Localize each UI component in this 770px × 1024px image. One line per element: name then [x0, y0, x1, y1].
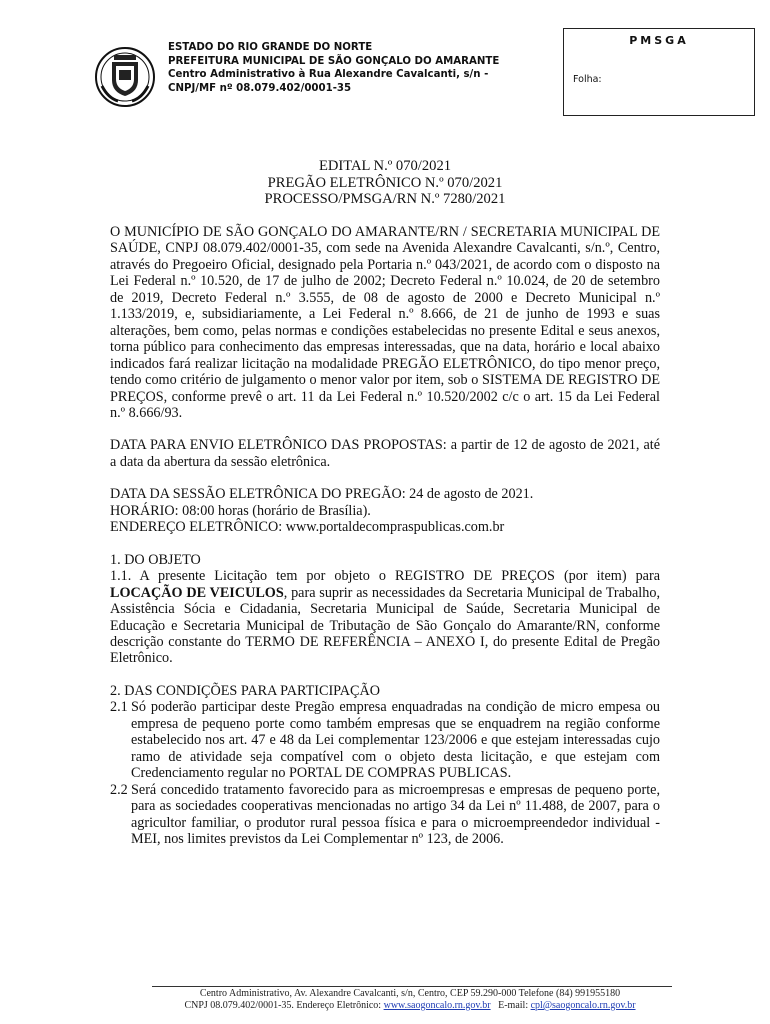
objeto-text-before: 1.1. A presente Licitação tem por objeto o REGISTRO DE PREÇOS (por item) para	[110, 568, 660, 585]
condicao-text: Só poderão participar deste Pregão empresa enquadradas na condição de micro empesa ou empresa de pequeno porte como também empresas que se enquadrem na região conforme estabelecido nos art. 47 e 48 da Lei complementar 123/2006 e que estejam interessadas cujo ramo de atividade seja compatível com o objeto desta licitação, e que estejam com Credenciamento regular no PORTAL DE COMPRAS PUBLICAS.	[131, 699, 660, 782]
processo-title: PROCESSO/PMSGA/RN N.º 7280/2021	[264, 191, 506, 207]
header-cnpj: CNPJ/MF nº 08.079.402/0001-35	[168, 82, 352, 94]
header-prefeitura: PREFEITURA MUNICIPAL DE SÃO GONÇALO DO AMARANTE	[168, 55, 500, 67]
header-state: ESTADO DO RIO GRANDE DO NORTE	[168, 42, 373, 53]
letterhead-text	[168, 41, 499, 95]
header-address: Centro Administrativo à Rua Alexandre Cavalcanti, s/n -	[168, 69, 489, 80]
pregao-title: PREGÃO ELETRÔNICO N.º 070/2021	[267, 174, 503, 191]
document-body	[110, 224, 660, 847]
footer-site-link[interactable]: www.saogoncalo.rn.gov.br	[383, 1000, 491, 1011]
edital-title: EDITAL N.º 070/2021	[318, 158, 452, 174]
objeto-text-after: , para suprir as necessidades da Secretaria Municipal de Trabalho, Assistência Sócia e Cidadania, Secretaria Municipal de Saúde, Secretaria Municipal de Educação e Secretaria Municipal de Tributação de São Gonçalo do Amarante/RN, conforme descrição constante do TERMO DE REFERÊNCIA – ANEXO I, do presente Edital de Pregão Eletrônico.	[110, 584, 660, 667]
condicao-number: 2.2	[110, 781, 128, 798]
condicao-item	[110, 699, 660, 781]
document-titles	[110, 158, 660, 208]
condicao-text: Será concedido tratamento favorecido para as microempresas e empresas de pequeno porte, para as sociedades cooperativas mencionadas no artigo 34 da Lei nº 11.488, de 2007, para o agricultor familiar, o produtor rural pessoa física e para o microempreendedor individual - MEI, nos limites previstos da Lei Complementar nº 123, de 2006.	[131, 781, 660, 847]
protocol-stamp-box	[563, 28, 755, 116]
condicao-number: 2.1	[110, 699, 128, 716]
sessao-endereco: ENDEREÇO ELETRÔNICO: www.portaldecompraspublicas.com.br	[110, 519, 505, 536]
intro-paragraph: O MUNICÍPIO DE SÃO GONÇALO DO AMARANTE/RN / SECRETARIA MUNICIPAL DE SAÚDE, CNPJ 08.079.402/0001-35, com sede na Avenida Alexandre Cavalcanti, s/n.º, Centro, através do Pregoeiro Oficial, designado pela Portaria n.º 043/2021, de acordo com o disposto na Lei Federal n.º 10.520, de 17 de julho de 2002; Decreto Federal n.º 10.024, de 20 de setembro de 2019, Decreto Federal n.º 3.555, de 08 de agosto de 2000 e Decreto Municipal n.º 1.133/2019, e, subsidiariamente, a Lei Federal n.º 8.666, de 21 de junho de 1993 e suas alterações, bem como, pelas normas e condições estabelecidas no presente Edital e seus anexos, torna público para conhecimento das empresas interessadas, que na data, horário e local abaixo indicados fará realizar licitação na modalidade PREGÃO ELETRÔNICO, do tipo menor preço, tendo como critério de julgamento o menor valor por item, sob o SISTEMA DE REGISTRO DE PREÇOS, conforme prevê o art. 11 da Lei Federal n.º 10.520/2002 c/c o art. 15 da Lei Federal n.º 8.666/93.	[110, 224, 660, 421]
sessao-horario: HORÁRIO: 08:00 horas (horário de Brasília).	[110, 502, 371, 519]
condicao-item	[110, 782, 660, 848]
condicoes-heading: 2. DAS CONDIÇÕES PARA PARTICIPAÇÃO	[110, 682, 380, 699]
footer-address: Centro Administrativo, Av. Alexandre Cavalcanti, s/n, Centro, CEP 59.290-000 Telefone (84) 991955180	[199, 988, 621, 999]
footer-email-link[interactable]: cpl@saogoncalo.rn.gov.br	[530, 1000, 636, 1011]
footer-cnpj: CNPJ 08.079.402/0001-35. Endereço Eletrônico:	[184, 1000, 384, 1011]
stamp-title: PMSGA	[629, 34, 689, 47]
objeto-paragraph	[110, 568, 660, 667]
sessao-data: DATA DA SESSÃO ELETRÔNICA DO PREGÃO: 24 de agosto de 2021.	[110, 486, 534, 503]
objeto-heading: 1. DO OBJETO	[110, 551, 201, 568]
envio-paragraph: DATA PARA ENVIO ELETRÔNICO DAS PROPOSTAS: a partir de 12 de agosto de 2021, até a data da abertura da sessão eletrônica.	[110, 437, 660, 470]
footer-contact	[140, 1000, 680, 1012]
page-footer	[140, 988, 680, 1012]
footer-divider	[152, 986, 672, 987]
municipal-seal-icon	[94, 46, 156, 108]
stamp-folha-label: Folha:	[573, 74, 602, 85]
objeto-text-bold: LOCAÇÃO DE VEICULOS	[110, 584, 284, 601]
footer-email-label: E-mail:	[490, 1000, 531, 1011]
